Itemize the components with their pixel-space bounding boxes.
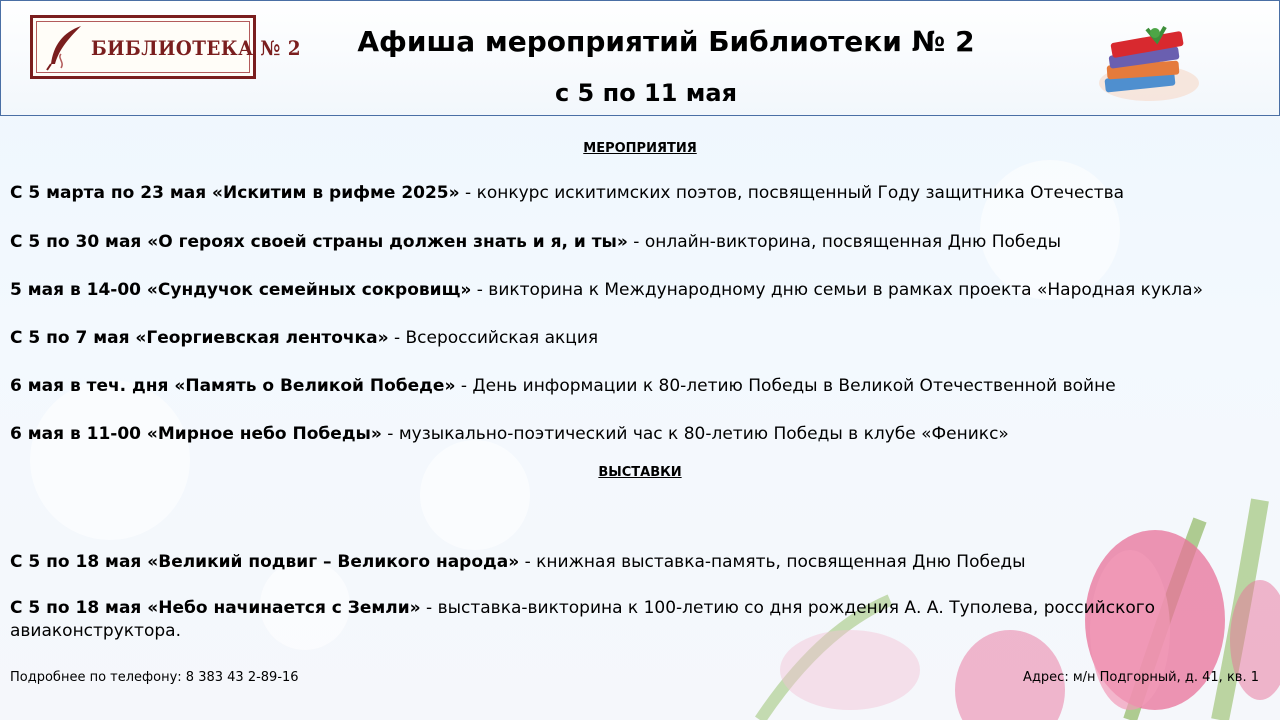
page-subtitle: с 5 по 11 мая bbox=[554, 79, 738, 107]
event-description: - музыкально-поэтический час к 80-летию Победы в клубе «Феникс» bbox=[381, 424, 1009, 444]
event-description: - Всероссийская акция bbox=[388, 328, 599, 348]
exhibition-lead: С 5 по 18 мая «Великий подвиг – Великого народа» bbox=[10, 552, 520, 572]
library-logo bbox=[30, 15, 302, 79]
header-banner bbox=[0, 0, 1280, 116]
event-description: - викторина к Международному дню семьи в рамках проекта «Народная кукла» bbox=[471, 280, 1203, 300]
logo-text: БИБЛИОТЕКА № 2 bbox=[91, 36, 302, 60]
book-stack-icon bbox=[1097, 23, 1201, 103]
event-lead: С 5 по 7 мая «Георгиевская ленточка» bbox=[10, 328, 389, 348]
exhibitions-heading: ВЫСТАВКИ bbox=[598, 465, 682, 480]
exhibition-lead: С 5 по 18 мая «Небо начинается с Земли» bbox=[10, 598, 421, 618]
page-title: Афиша мероприятий Библиотеки № 2 bbox=[357, 25, 975, 58]
footer-phone: Подробнее по телефону: 8 383 43 2-89-16 bbox=[10, 670, 299, 685]
events-heading: МЕРОПРИЯТИЯ bbox=[583, 141, 697, 156]
event-lead: С 5 марта по 23 мая «Искитим в рифме 2025» bbox=[10, 183, 460, 203]
event-description: - конкурс искитимских поэтов, посвященный Году защитника Отечества bbox=[459, 183, 1125, 203]
event-lead: С 5 по 30 мая «О героях своей страны должен знать и я, и ты» bbox=[10, 232, 628, 252]
exhibition-item bbox=[10, 597, 1240, 643]
exhibition-item bbox=[10, 551, 1240, 574]
event-lead: 5 мая в 14-00 «Сундучок семейных сокровищ» bbox=[10, 280, 472, 300]
event-description: - онлайн-викторина, посвященная Дню Победы bbox=[627, 232, 1062, 252]
event-lead: 6 мая в теч. дня «Память о Великой Победе» bbox=[10, 376, 456, 396]
event-lead: 6 мая в 11-00 «Мирное небо Победы» bbox=[10, 424, 382, 444]
event-item bbox=[10, 375, 1240, 398]
event-item bbox=[10, 279, 1240, 302]
event-item bbox=[10, 327, 1240, 350]
event-description: - День информации к 80-летию Победы в Великой Отечественной войне bbox=[455, 376, 1116, 396]
bokeh-decoration bbox=[30, 380, 190, 540]
feather-quill-icon bbox=[43, 24, 87, 72]
exhibition-description: - книжная выставка-память, посвященная Дню Победы bbox=[519, 552, 1026, 572]
bokeh-decoration bbox=[420, 440, 530, 550]
event-item bbox=[10, 182, 1240, 205]
event-item bbox=[10, 423, 1240, 446]
event-item bbox=[10, 231, 1240, 254]
footer-address: Адрес: м/н Подгорный, д. 41, кв. 1 bbox=[1023, 670, 1259, 685]
exhibition-description: - выставка-викторина к 100-летию со дня рождения А. А. Туполева, российского авиаконструктора. bbox=[10, 598, 1156, 641]
